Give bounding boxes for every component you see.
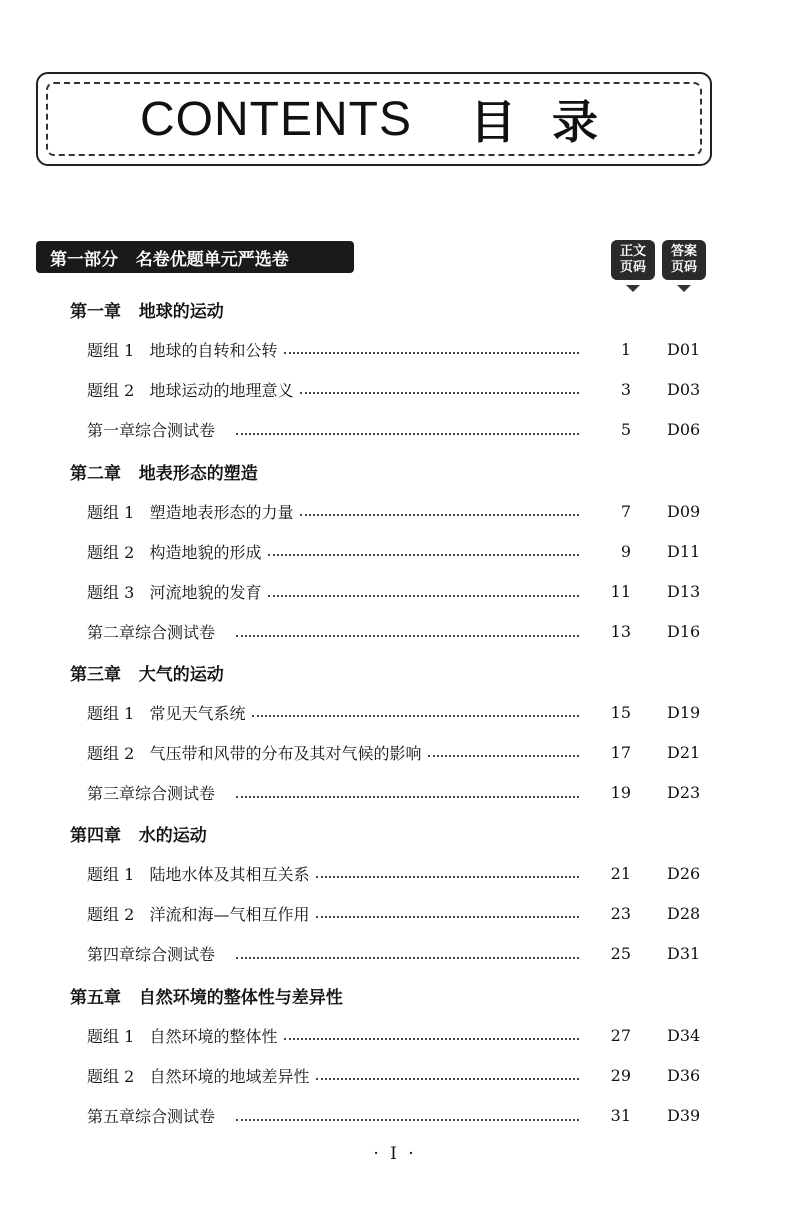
answer-column-tab (662, 240, 706, 280)
toc-row-label: 题组 1 陆地水体及其相互关系 (87, 864, 310, 884)
toc-row-page: 31 (610, 1106, 631, 1126)
toc-row[interactable] (87, 418, 707, 442)
page-tab-line-2: 页码 (619, 260, 646, 275)
toc-row-label: 题组 3 河流地貌的发育 (87, 583, 262, 603)
chapter-heading: 第三章 大气的运动 (70, 665, 224, 685)
dot-leader (236, 635, 579, 637)
toc-row-answer-page: D34 (667, 1025, 701, 1045)
toc-row-label: 第三章综合测试卷 (87, 784, 231, 804)
toc-row-page: 25 (610, 944, 631, 964)
toc-row[interactable] (87, 901, 707, 925)
toc-row-page: 3 (620, 379, 631, 399)
answer-tab-line-2: 页码 (670, 260, 697, 275)
dot-leader (236, 433, 579, 435)
dot-leader (316, 1078, 579, 1080)
toc-row-answer-page: D23 (667, 783, 701, 803)
toc-row-answer-page: D11 (667, 541, 701, 561)
chapter-heading: 第五章 自然环境的整体性与差异性 (70, 988, 343, 1008)
toc-row-label: 题组 1 塑造地表形态的力量 (87, 502, 294, 522)
toc-row-label: 题组 2 构造地貌的形成 (87, 542, 262, 562)
toc-row[interactable] (87, 1023, 707, 1047)
toc-row-page: 5 (620, 420, 631, 440)
answer-tab-line-1: 答案 (670, 244, 697, 259)
toc-row-answer-page: D19 (667, 702, 701, 722)
dot-leader (268, 554, 579, 556)
toc-row-answer-page: D36 (667, 1065, 701, 1085)
toc-row-page: 17 (610, 742, 631, 762)
page-tab-line-1: 正文 (619, 244, 646, 259)
toc-row[interactable] (87, 781, 707, 805)
toc-row-answer-page: D03 (667, 379, 701, 399)
toc-row[interactable] (87, 861, 707, 885)
toc-row-label: 题组 2 地球运动的地理意义 (87, 380, 294, 400)
banner-title-cn: 目 录 (469, 95, 608, 149)
toc-row-label: 题组 1 地球的自转和公转 (87, 340, 278, 360)
contents-banner (46, 82, 702, 156)
toc-row-page: 27 (610, 1025, 631, 1045)
toc-row[interactable] (87, 620, 707, 644)
toc-row-page: 21 (610, 863, 631, 883)
toc-row[interactable] (87, 377, 707, 401)
toc-row-answer-page: D31 (667, 944, 701, 964)
dot-leader (300, 514, 579, 516)
toc-row-page: 11 (610, 582, 631, 602)
toc-row-label: 第一章综合测试卷 (87, 421, 231, 441)
toc-row-label: 第五章综合测试卷 (87, 1107, 231, 1127)
toc-row-page: 13 (610, 622, 631, 642)
toc-row-label: 第二章综合测试卷 (87, 623, 231, 643)
answer-column-arrow-icon (677, 285, 691, 292)
toc-row-label: 题组 1 常见天气系统 (87, 703, 246, 723)
toc-row[interactable] (87, 1104, 707, 1128)
dot-leader (268, 595, 579, 597)
chapter-heading: 第一章 地球的运动 (70, 302, 224, 322)
toc-row-page: 15 (610, 702, 631, 722)
toc-row[interactable] (87, 942, 707, 966)
toc-row-page: 29 (610, 1065, 631, 1085)
toc-row-answer-page: D21 (667, 742, 701, 762)
dot-leader (284, 352, 579, 354)
dot-leader (236, 1119, 579, 1121)
toc-row-answer-page: D39 (667, 1106, 701, 1126)
toc-row-answer-page: D01 (667, 339, 701, 359)
toc-row-answer-page: D13 (667, 582, 701, 602)
toc-row-label: 第四章综合测试卷 (87, 945, 231, 965)
toc-row[interactable] (87, 1063, 707, 1087)
dot-leader (316, 876, 579, 878)
chapter-heading: 第二章 地表形态的塑造 (70, 464, 258, 484)
toc-row-label: 题组 2 洋流和海—气相互作用 (87, 904, 310, 924)
toc-row-page: 1 (620, 339, 631, 359)
toc-row-answer-page: D09 (667, 501, 701, 521)
dot-leader (236, 796, 579, 798)
dot-leader (284, 1038, 579, 1040)
toc-row-label: 题组 2 气压带和风带的分布及其对气候的影响 (87, 743, 422, 763)
page-column-tab (611, 240, 655, 280)
dot-leader (428, 755, 579, 757)
chapter-heading: 第四章 水的运动 (70, 826, 207, 846)
toc-row-page: 23 (610, 903, 631, 923)
toc-row-answer-page: D26 (667, 863, 701, 883)
toc-row-label: 题组 2 自然环境的地域差异性 (87, 1066, 310, 1086)
toc-row[interactable] (87, 740, 707, 764)
toc-row-answer-page: D16 (667, 622, 701, 642)
page-column-arrow-icon (626, 285, 640, 292)
toc-row-page: 19 (610, 783, 631, 803)
toc-row-page: 7 (620, 501, 631, 521)
toc-row[interactable] (87, 539, 707, 563)
dot-leader (236, 957, 579, 959)
toc-row[interactable] (87, 499, 707, 523)
toc-row-label: 题组 1 自然环境的整体性 (87, 1026, 278, 1046)
toc-row[interactable] (87, 700, 707, 724)
toc-row-page: 9 (620, 541, 631, 561)
dot-leader (316, 916, 579, 918)
banner-title-en: CONTENTS (139, 92, 412, 146)
dot-leader (252, 715, 579, 717)
toc-row[interactable] (87, 580, 707, 604)
toc-row-answer-page: D06 (667, 420, 701, 440)
toc-row[interactable] (87, 337, 707, 361)
toc-row-answer-page: D28 (667, 903, 701, 923)
section-title-bar: 第一部分 名卷优题单元严选卷 (36, 241, 354, 273)
page-number: · I · (373, 1144, 417, 1164)
dot-leader (300, 392, 579, 394)
